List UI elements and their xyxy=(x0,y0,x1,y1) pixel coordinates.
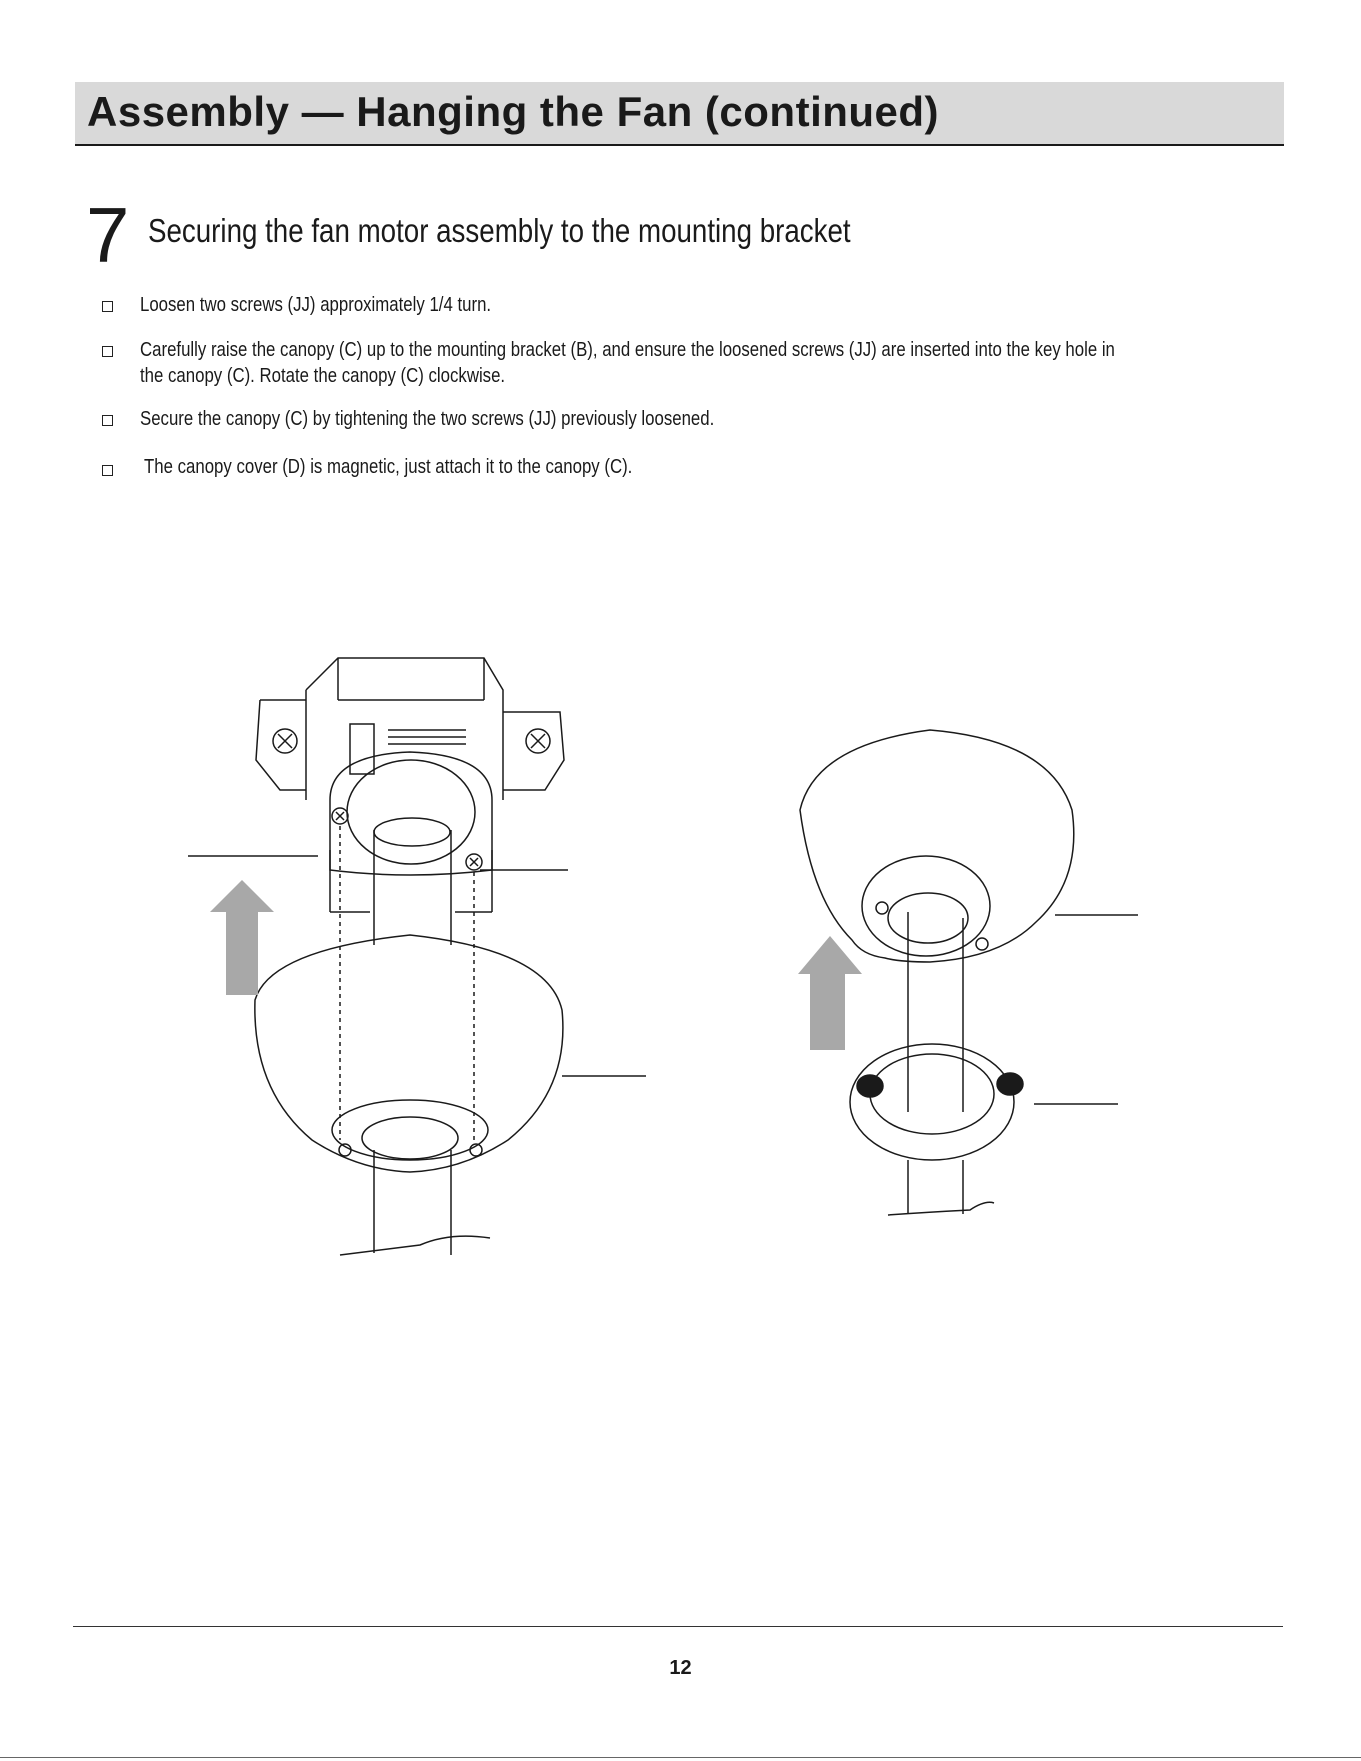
step-title: Securing the fan motor assembly to the mounting bracket xyxy=(148,212,851,249)
section-title: Assembly — Hanging the Fan (continued) xyxy=(87,88,940,135)
instruction-text: The canopy cover (D) is magnetic, just attach it to the canopy (C). xyxy=(144,456,633,478)
instruction-text: Loosen two screws (JJ) approximately 1/4 turn. xyxy=(140,294,492,316)
up-arrow-icon xyxy=(210,880,274,995)
step-number: 7 xyxy=(86,191,130,279)
instruction-text: Secure the canopy (C) by tightening the two screws (JJ) previously loosened. xyxy=(140,408,715,430)
up-arrow-icon xyxy=(798,936,862,1050)
canopy-illustration xyxy=(255,935,563,1255)
bottom-edge-line xyxy=(0,1757,1361,1758)
instruction-text: Carefully raise the canopy (C) up to the mounting bracket (B), and ensure the loosened screws (JJ) are inserted into the key hole in xyxy=(140,339,1115,361)
footer-divider xyxy=(73,1626,1283,1627)
instruction-text: the canopy (C). Rotate the canopy (C) clockwise. xyxy=(140,365,506,387)
mounting-bracket-illustration xyxy=(256,658,564,945)
page-number: 12 xyxy=(669,1657,692,1679)
